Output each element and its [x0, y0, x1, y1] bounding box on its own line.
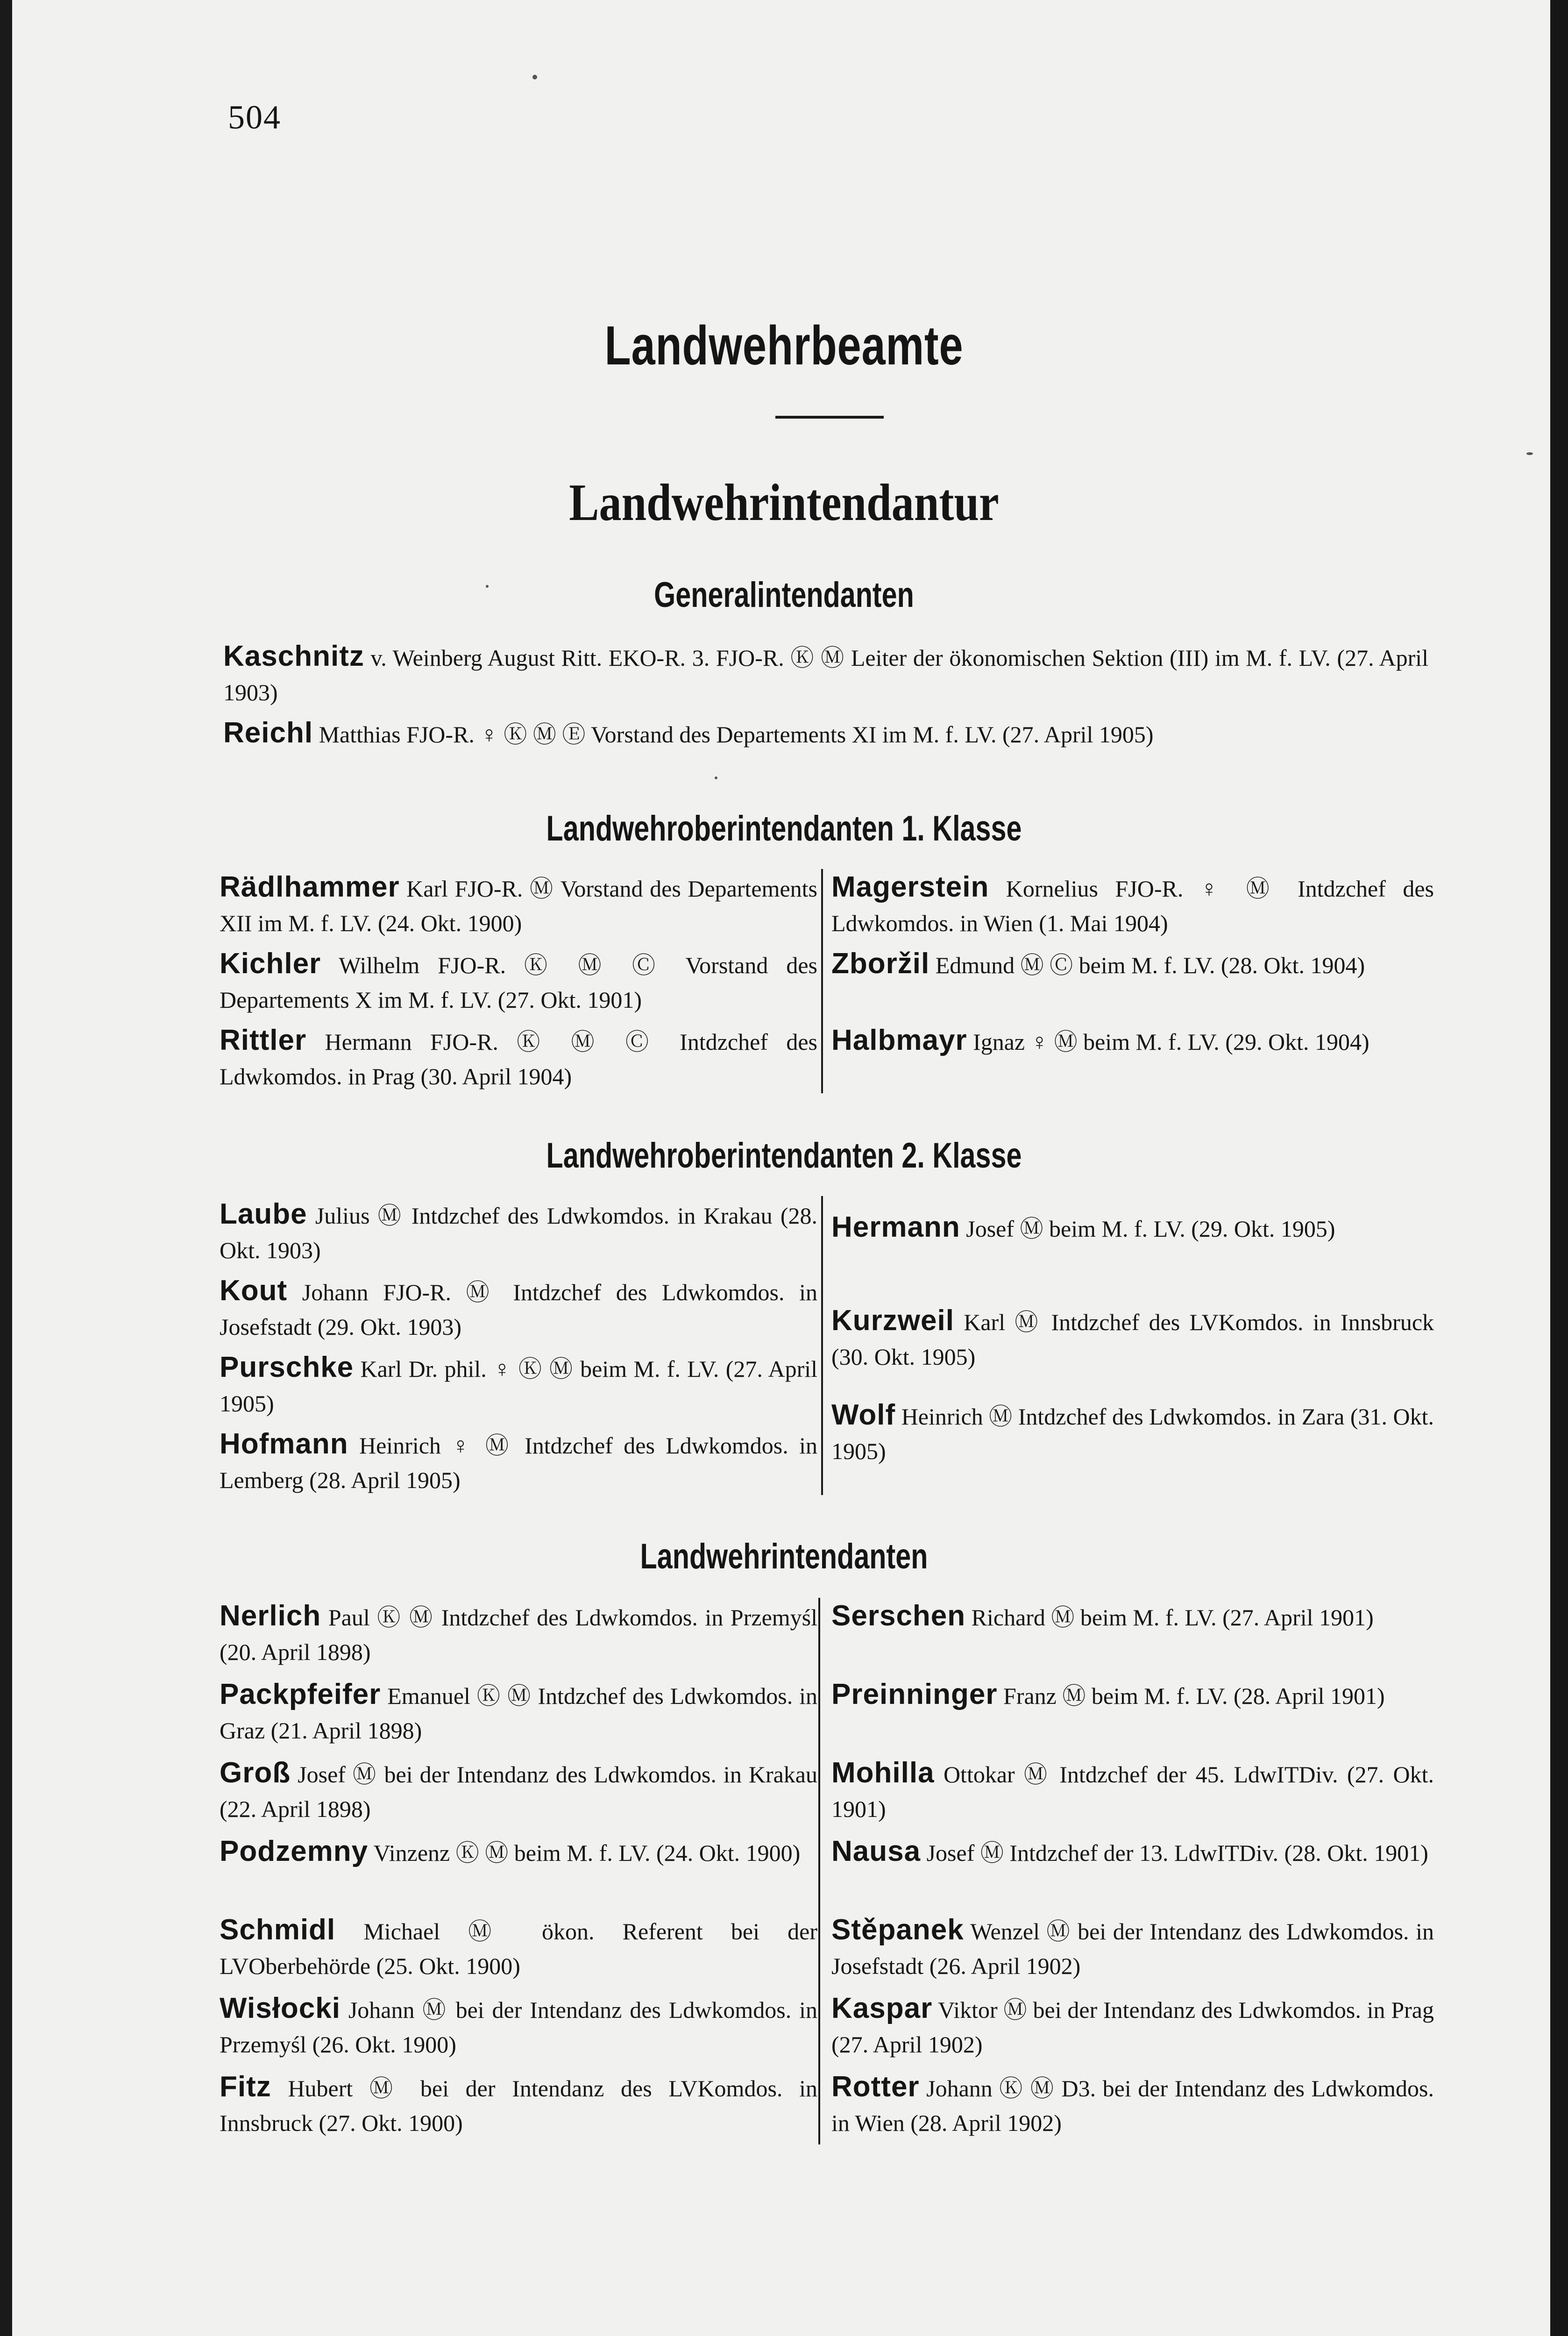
list-item — [831, 947, 1434, 983]
list-item — [220, 2070, 817, 2140]
list-item — [831, 2070, 1434, 2140]
section-heading-general: Generalintendanten — [654, 575, 914, 615]
entry-text: Johann Ⓜ bei der Intendanz des Ldwkomdos. in Przemyśl (26. Okt. 1900) — [220, 1997, 817, 2058]
entry-text: Paul Ⓚ Ⓜ Intdzchef des Ldwkomdos. in Przemyśl (20. April 1898) — [220, 1604, 817, 1665]
list-item — [220, 1274, 817, 1344]
list-item — [220, 1834, 817, 1870]
entry-text: Heinrich Ⓜ Intdzchef des Ldwkomdos. in Zara (31. Okt. 1905) — [831, 1403, 1434, 1464]
list-item — [220, 947, 817, 1017]
entry-name: Hofmann — [220, 1428, 348, 1460]
entry-name: Halbmayr — [831, 1024, 967, 1056]
list-item — [831, 1834, 1434, 1870]
entry-name: Purschke — [220, 1351, 354, 1383]
list-item — [220, 1350, 817, 1421]
entry-text: Josef Ⓜ Intdzchef der 13. LdwITDiv. (28. Okt. 1901) — [926, 1840, 1428, 1866]
entry-text: Matthias FJO-R. ♀ Ⓚ Ⓜ Ⓔ Vorstand des Departements XI im M. f. LV. (27. April 1905) — [319, 721, 1154, 748]
entry-text: Hubert Ⓜ bei der Intendanz des LVKomdos. in Innsbruck (27. Okt. 1900) — [220, 2075, 817, 2136]
entry-text: Wenzel Ⓜ bei der Intendanz des Ldwkomdos. in Josefstadt (26. April 1902) — [831, 1918, 1434, 1979]
entry-text: Ottokar Ⓜ Intdzchef der 45. LdwITDiv. (27. Okt. 1901) — [831, 1761, 1434, 1822]
entry-name: Rotter — [831, 2071, 920, 2103]
entry-text: v. Weinberg August Ritt. EKO-R. 3. FJO-R. Ⓚ Ⓜ Leiter der ökonomischen Sektion (III) im M. f. LV. (27. April 1903) — [223, 645, 1428, 705]
list-item — [220, 1756, 817, 1826]
entry-name: Packpfeifer — [220, 1678, 381, 1710]
entry-text: Heinrich ♀ Ⓜ Intdzchef des Ldwkomdos. in Lemberg (28. April 1905) — [220, 1432, 817, 1493]
section-heading-intendanten: Landwehrintendanten — [640, 1537, 928, 1576]
entry-text: Emanuel Ⓚ Ⓜ Intdzchef des Ldwkomdos. in Graz (21. April 1898) — [220, 1683, 818, 1744]
column-divider — [818, 1598, 820, 2144]
entry-text: Edmund Ⓜ Ⓒ beim M. f. LV. (28. Okt. 1904) — [935, 952, 1365, 978]
entry-text: Karl Dr. phil. ♀ Ⓚ Ⓜ beim M. f. LV. (27. April 1905) — [220, 1356, 817, 1417]
entry-name: Kichler — [220, 947, 321, 980]
page-number: 504 — [228, 99, 281, 136]
entry-name: Reichl — [223, 717, 313, 749]
entry-name: Mohilla — [831, 1757, 935, 1789]
entry-name: Magerstein — [831, 871, 989, 903]
entry-name: Kout — [220, 1275, 288, 1307]
scan-speck — [715, 776, 717, 779]
entry-text: Karl Ⓜ Intdzchef des LVKomdos. in Innsbruck (30. Okt. 1905) — [831, 1309, 1434, 1370]
list-item — [220, 1913, 817, 1983]
scan-edge-left — [0, 0, 12, 2336]
list-item — [220, 1023, 817, 1094]
list-item — [831, 1303, 1434, 1374]
section-heading-ober1: Landwehroberintendanten 1. Klasse — [546, 809, 1022, 848]
entry-text: Josef Ⓜ beim M. f. LV. (29. Okt. 1905) — [966, 1216, 1335, 1242]
page-subtitle: Landwehrintendantur — [569, 474, 999, 532]
list-item — [831, 1677, 1434, 1713]
title-divider — [775, 416, 884, 419]
scan-speck — [486, 585, 489, 588]
list-item — [831, 870, 1434, 940]
list-item — [831, 1398, 1434, 1468]
list-item — [220, 1197, 817, 1268]
column-divider — [821, 1196, 823, 1495]
entry-name: Rittler — [220, 1024, 307, 1056]
entry-text: Vinzenz Ⓚ Ⓜ beim M. f. LV. (24. Okt. 1900) — [373, 1840, 801, 1866]
entry-text: Franz Ⓜ beim M. f. LV. (28. April 1901) — [1003, 1683, 1385, 1709]
entry-name: Fitz — [220, 2071, 271, 2103]
list-item — [831, 1756, 1434, 1826]
entry-name: Wolf — [831, 1399, 896, 1431]
entry-name: Podzemny — [220, 1835, 369, 1867]
entry-name: Rädlhammer — [220, 871, 400, 903]
list-item — [220, 1677, 817, 1748]
entry-text: Wilhelm FJO-R. Ⓚ Ⓜ Ⓒ Vorstand des Departements X im M. f. LV. (27. Okt. 1901) — [220, 952, 817, 1013]
entry-name: Nerlich — [220, 1600, 321, 1632]
list-item — [220, 1599, 817, 1669]
section-heading-ober2: Landwehroberintendanten 2. Klasse — [546, 1136, 1022, 1175]
entry-name: Wisłocki — [220, 1992, 341, 2024]
column-divider — [821, 869, 823, 1093]
entry-name: Nausa — [831, 1835, 921, 1867]
entry-text: Julius Ⓜ Intdzchef des Ldwkomdos. in Krakau (28. Okt. 1903) — [220, 1203, 817, 1263]
scan-speck — [532, 75, 537, 79]
entry-name: Kaspar — [831, 1992, 933, 2024]
entry-text: Ignaz ♀ Ⓜ beim M. f. LV. (29. Okt. 1904) — [973, 1029, 1369, 1055]
scan-speck — [1526, 452, 1533, 455]
entry-name: Zboržil — [831, 947, 930, 980]
entry-name: Kurzweil — [831, 1304, 954, 1337]
entry-text: Richard Ⓜ beim M. f. LV. (27. April 1901) — [971, 1604, 1374, 1631]
entry-text: Kornelius FJO-R. ♀ Ⓜ Intdzchef des Ldwkomdos. in Wien (1. Mai 1904) — [831, 876, 1434, 936]
list-item — [831, 1023, 1434, 1059]
entry-text: Viktor Ⓜ bei der Intendanz des Ldwkomdos. in Prag (27. April 1902) — [831, 1997, 1434, 2058]
entry-text: Johann FJO-R. Ⓜ Intdzchef des Ldwkomdos. in Josefstadt (29. Okt. 1903) — [220, 1279, 817, 1340]
entry-name: Groß — [220, 1757, 291, 1789]
list-item — [223, 639, 1428, 710]
entry-text: Hermann FJO-R. Ⓚ Ⓜ Ⓒ Intdzchef des Ldwkomdos. in Prag (30. April 1904) — [220, 1029, 817, 1090]
list-item — [831, 1913, 1434, 1983]
entry-text: Karl FJO-R. Ⓜ Vorstand des Departements XII im M. f. LV. (24. Okt. 1900) — [220, 876, 817, 936]
entry-name: Serschen — [831, 1600, 966, 1632]
entry-name: Kaschnitz — [223, 640, 364, 672]
entry-name: Laube — [220, 1198, 307, 1230]
list-item — [831, 1599, 1434, 1635]
entry-text: Johann Ⓚ Ⓜ D3. bei der Intendanz des Ldwkomdos. in Wien (28. April 1902) — [831, 2075, 1434, 2136]
entry-name: Hermann — [831, 1211, 960, 1243]
list-item — [831, 1991, 1434, 2062]
list-item — [220, 870, 817, 940]
list-item — [223, 716, 1428, 752]
list-item — [220, 1427, 817, 1497]
entry-name: Stěpanek — [831, 1914, 964, 1946]
entry-text: Michael Ⓜ ökon. Referent bei der LVOberbehörde (25. Okt. 1900) — [220, 1918, 817, 1979]
entry-text: Josef Ⓜ bei der Intendanz des Ldwkomdos. in Krakau (22. April 1898) — [220, 1761, 817, 1822]
scan-edge-right — [1550, 0, 1568, 2336]
page-title: Landwehrbeamte — [604, 315, 964, 377]
list-item — [831, 1210, 1434, 1246]
list-item — [220, 1991, 817, 2062]
entry-name: Schmidl — [220, 1914, 336, 1946]
entry-name: Preinninger — [831, 1678, 998, 1710]
